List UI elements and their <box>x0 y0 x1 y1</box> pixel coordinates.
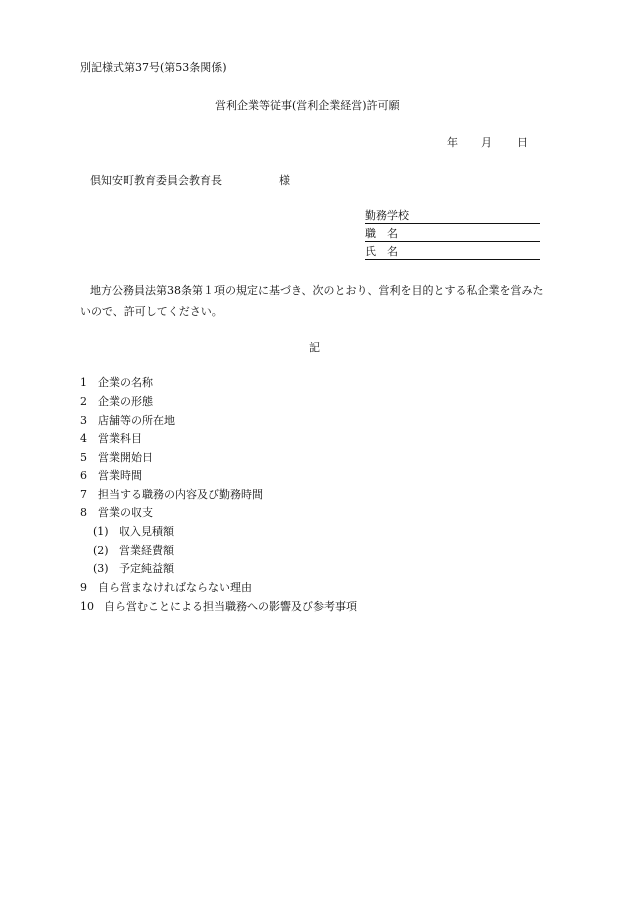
request-body: 地方公務員法第38条第１項の規定に基づき、次のとおり、営利を目的とする私企業を営みたいので、許可してください。 <box>80 284 544 318</box>
item-text: 自ら営まなければならない理由 <box>98 581 252 594</box>
position-field <box>365 225 540 242</box>
school-field <box>365 207 540 224</box>
sub-item-text: 収入見積額 <box>119 525 174 538</box>
item-number: 8 <box>80 506 87 519</box>
list-item <box>80 396 153 407</box>
item-number: 1 <box>80 376 87 389</box>
item-text: 担当する職務の内容及び勤務時間 <box>98 488 263 501</box>
item-number: 5 <box>80 451 87 464</box>
list-item <box>80 489 263 500</box>
sub-item-number: (1) <box>93 525 109 538</box>
sub-item-text: 予定純益額 <box>119 562 174 575</box>
item-number: 9 <box>80 581 87 594</box>
sub-item-number: (2) <box>93 544 109 557</box>
item-number: 3 <box>80 414 87 427</box>
sub-item-text: 営業経費額 <box>119 544 174 557</box>
position-label: 職 名 <box>365 227 398 240</box>
list-item <box>80 470 142 481</box>
name-field <box>365 243 540 260</box>
list-item <box>80 452 153 463</box>
item-number: 2 <box>80 395 87 408</box>
addressee-name: 倶知安町教育委員会教育長 <box>90 174 222 187</box>
date-month: 月 <box>481 136 492 149</box>
item-number: 4 <box>80 432 87 445</box>
school-label: 勤務学校 <box>365 209 409 222</box>
date-day: 日 <box>517 136 528 149</box>
item-text: 営業時間 <box>98 469 142 482</box>
form-number: 別記様式第37号(第53条関係) <box>80 61 227 74</box>
sub-list-item <box>93 526 174 537</box>
ki-heading: 記 <box>309 341 320 354</box>
item-text: 自ら営むことによる担当職務への影響及び参考事項 <box>104 600 357 613</box>
sub-list-item <box>93 563 174 574</box>
list-item <box>80 507 153 518</box>
addressee-honorific: 様 <box>279 174 290 187</box>
list-item <box>80 433 142 444</box>
date-year: 年 <box>447 136 458 149</box>
item-text: 企業の形態 <box>98 395 153 408</box>
list-item <box>80 377 153 388</box>
name-label: 氏 名 <box>365 245 398 258</box>
item-text: 店舗等の所在地 <box>98 414 175 427</box>
item-number: 10 <box>80 600 94 613</box>
list-item <box>80 582 252 593</box>
item-number: 7 <box>80 488 87 501</box>
item-text: 営業科目 <box>98 432 142 445</box>
sub-item-number: (3) <box>93 562 109 575</box>
item-text: 営業開始日 <box>98 451 153 464</box>
item-number: 6 <box>80 469 87 482</box>
item-text: 企業の名称 <box>98 376 153 389</box>
sub-list-item <box>93 545 174 556</box>
item-text: 営業の収支 <box>98 506 153 519</box>
document-title: 営利企業等従事(営利企業経営)許可願 <box>215 99 400 112</box>
list-item <box>80 415 175 426</box>
list-item <box>80 601 357 612</box>
